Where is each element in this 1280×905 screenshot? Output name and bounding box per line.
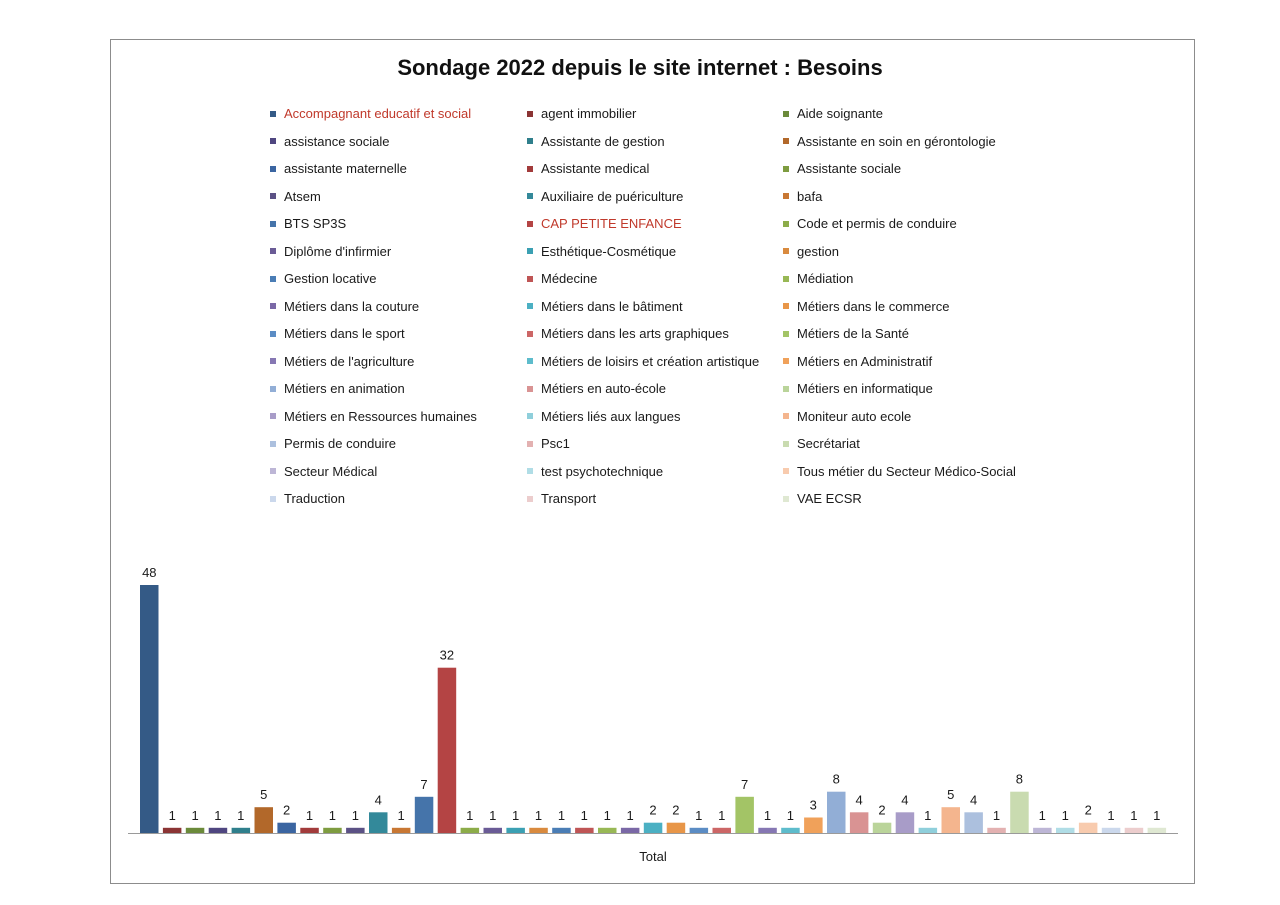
- legend-label: Métiers dans les arts graphiques: [541, 326, 729, 342]
- data-label: 1: [786, 807, 795, 823]
- legend-label: Métiers en animation: [284, 381, 405, 397]
- bar: [392, 828, 411, 833]
- bar: [300, 828, 319, 833]
- legend-label: Métiers en auto-école: [541, 381, 667, 397]
- data-label: 1: [305, 807, 314, 823]
- legend-label: Permis de conduire: [284, 436, 396, 452]
- bar: [1148, 828, 1167, 833]
- legend-label: Métiers dans le sport: [284, 326, 405, 342]
- bar: [667, 823, 686, 833]
- legend-label: Code et permis de conduire: [797, 216, 957, 232]
- legend-label: Assistante medical: [541, 161, 650, 177]
- data-label: 1: [351, 807, 360, 823]
- legend-label: Aide soignante: [797, 106, 884, 122]
- bar: [896, 812, 915, 833]
- bar: [369, 812, 388, 833]
- legend-label: assistante maternelle: [284, 161, 407, 177]
- bar: [621, 828, 640, 833]
- bar: [850, 812, 869, 833]
- data-label: 7: [740, 776, 749, 792]
- data-label: 1: [1153, 807, 1161, 823]
- legend-label: BTS SP3S: [284, 216, 347, 232]
- data-label: 1: [763, 807, 772, 823]
- data-label: 3: [809, 797, 817, 813]
- legend-label: Assistante sociale: [797, 161, 902, 177]
- legend-label: Médiation: [797, 271, 854, 287]
- data-label: 1: [557, 807, 566, 823]
- data-label: 1: [626, 807, 634, 823]
- data-label: 4: [901, 792, 909, 808]
- legend-label: agent immobilier: [541, 106, 637, 122]
- legend-label: Métiers en informatique: [797, 381, 933, 397]
- bar: [873, 823, 892, 833]
- data-label: 1: [397, 807, 405, 823]
- legend-label: Atsem: [284, 188, 321, 204]
- legend-label: Assistante de gestion: [541, 133, 665, 149]
- data-label: 5: [260, 787, 268, 803]
- bar: [323, 828, 342, 833]
- legend-label: Auxiliaire de puériculture: [541, 188, 684, 204]
- legend-label: Accompagnant educatif et social: [284, 106, 472, 122]
- data-label: 1: [191, 807, 199, 823]
- bar: [713, 828, 732, 833]
- data-label: 8: [832, 771, 840, 787]
- bar: [735, 797, 754, 833]
- bar: [1033, 828, 1052, 833]
- bar: [529, 828, 548, 833]
- legend-label: Moniteur auto ecole: [797, 408, 912, 424]
- bar: [1125, 828, 1144, 833]
- data-label: 2: [649, 802, 657, 818]
- bar: [598, 828, 617, 833]
- data-label: 1: [992, 807, 1001, 823]
- data-label: 7: [420, 776, 428, 792]
- bar: [346, 828, 365, 833]
- legend-label: Assistante en soin en gérontologie: [797, 133, 996, 149]
- bar: [484, 828, 503, 833]
- legend-label: bafa: [797, 188, 823, 204]
- legend-label: Transport: [541, 491, 597, 507]
- legend-label: CAP PETITE ENFANCE: [541, 216, 682, 232]
- legend-label: Secteur Médical: [284, 463, 378, 479]
- data-label: 1: [1130, 807, 1138, 823]
- data-label: 1: [1107, 807, 1115, 823]
- legend-label: Médecine: [541, 271, 598, 287]
- legend-label: test psychotechnique: [541, 463, 664, 479]
- bar: [644, 823, 663, 833]
- legend-label: Diplôme d'infirmier: [284, 243, 392, 259]
- data-label: 4: [855, 792, 863, 808]
- legend-label: Secrétariat: [797, 436, 860, 452]
- bar: [209, 828, 228, 833]
- bar: [255, 807, 274, 833]
- bar: [964, 812, 983, 833]
- data-label: 2: [282, 802, 291, 818]
- legend-label: Métiers de la Santé: [797, 326, 910, 342]
- legend-label: Psc1: [541, 436, 570, 452]
- legend-label: Métiers de loisirs et création artistique: [541, 353, 760, 369]
- data-label: 2: [878, 802, 886, 818]
- legend-label: Métiers liés aux langues: [541, 408, 681, 424]
- data-label: 1: [534, 807, 543, 823]
- bar: [1102, 828, 1121, 833]
- data-label: 1: [214, 807, 222, 823]
- data-label: 1: [489, 807, 497, 823]
- data-label: 5: [947, 787, 955, 803]
- bar: [1056, 828, 1075, 833]
- x-axis-label: Total: [639, 849, 667, 864]
- legend-label: gestion: [797, 243, 839, 259]
- bar: [1010, 792, 1028, 833]
- bar: [461, 828, 480, 833]
- bar: [987, 828, 1006, 833]
- data-label: 1: [603, 807, 611, 823]
- legend-label: Métiers dans le commerce: [797, 298, 950, 314]
- legend-label: Métiers en Ressources humaines: [284, 408, 477, 424]
- bar: [804, 818, 823, 834]
- data-label: 1: [580, 807, 588, 823]
- bar: [415, 797, 434, 833]
- legend-label: Esthétique-Cosmétique: [541, 243, 677, 259]
- legend-label: Tous métier du Secteur Médico-Social: [797, 463, 1016, 479]
- data-label: 1: [237, 807, 245, 823]
- bar: [781, 828, 800, 833]
- data-label: 1: [1061, 807, 1069, 823]
- data-label: 1: [924, 807, 932, 823]
- data-label: 2: [1084, 802, 1092, 818]
- legend-label: Métiers de l'agriculture: [284, 353, 415, 369]
- bar: [186, 828, 205, 833]
- data-label: 1: [695, 807, 703, 823]
- bar: [277, 823, 296, 833]
- legend-label: assistance sociale: [284, 133, 390, 149]
- data-label: 32: [439, 647, 455, 663]
- legend-label: VAE ECSR: [797, 491, 862, 507]
- data-label: 48: [142, 565, 157, 580]
- legend-label: Traduction: [284, 491, 345, 507]
- data-label: 1: [466, 807, 474, 823]
- bar: [163, 828, 182, 833]
- bar: [1079, 823, 1098, 833]
- data-label: 1: [1038, 807, 1046, 823]
- data-label: 1: [168, 807, 176, 823]
- data-label: 4: [374, 792, 382, 808]
- bar: [506, 828, 525, 833]
- bar: [140, 585, 159, 833]
- data-label: 2: [672, 802, 680, 818]
- bar: [942, 807, 961, 833]
- data-label: 1: [328, 807, 337, 823]
- legend-label: Métiers dans la couture: [284, 298, 420, 314]
- bar: [552, 828, 571, 833]
- bar: [827, 792, 846, 833]
- data-label: 1: [511, 807, 520, 823]
- bar: [919, 828, 938, 833]
- data-label: 4: [969, 792, 978, 808]
- legend-label: Métiers en Administratif: [797, 353, 933, 369]
- bar: [232, 828, 251, 833]
- data-label: 8: [1015, 771, 1024, 787]
- chart-title: Sondage 2022 depuis le site internet : Besoins: [397, 55, 883, 80]
- legend-label: Gestion locative: [284, 271, 377, 287]
- bar: [758, 828, 777, 833]
- legend-label: Métiers dans le bâtiment: [541, 298, 683, 314]
- bar: [575, 828, 594, 833]
- data-label: 1: [718, 807, 726, 823]
- bar: [438, 668, 457, 833]
- bar: [690, 828, 709, 833]
